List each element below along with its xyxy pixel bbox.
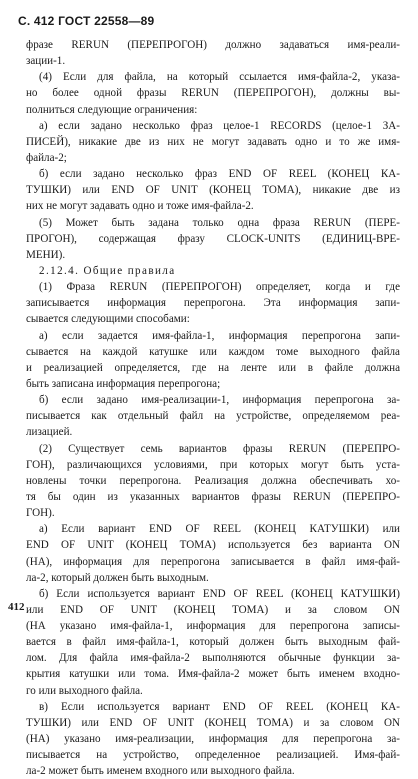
text-line: них не могут задавать одно и тоже имя-файла-2. bbox=[26, 200, 254, 213]
text-line: а) Если вариант END OF REEL (КОНЕЦ КАТУШКИ) или bbox=[39, 523, 400, 536]
text-line: зации-1. bbox=[26, 55, 66, 68]
text-line: а) если задано несколько фраз целое-1 RECORDS (целое-1 ЗА- bbox=[39, 119, 400, 132]
text-line: но более одной фразы RERUN (ПЕРЕПРОГОН), должны вы- bbox=[26, 87, 400, 100]
text-line: тя бы один из указанных вариантов фразы RERUN (ПЕРЕПРО- bbox=[26, 490, 400, 503]
text-line: END OF UNIT (КОНЕЦ ТОМА) используется без варианта ON bbox=[26, 539, 400, 552]
body-text bbox=[26, 37, 400, 779]
text-line: ГОН), различающихся условиями, при которых могут быть уста- bbox=[26, 458, 400, 471]
text-line: (2) Существует семь вариантов фразы RERUN (ПЕРЕПРО- bbox=[39, 442, 400, 455]
text-line: ла-2 может быть именем входного или выходного файла. bbox=[26, 765, 295, 778]
text-line: го или выходного файла. bbox=[26, 684, 143, 697]
text-line: фразе RERUN (ПЕРЕПРОГОН) должно задаваться имя-реали- bbox=[26, 39, 400, 51]
page-number: 412 bbox=[8, 601, 25, 613]
text-line: вается в файл имя-файла-1, который должен быть выходным фай- bbox=[26, 636, 400, 649]
text-line: сывается на каждой катушке или каждом томе выходного файла bbox=[26, 345, 400, 358]
text-line: ТУШКИ) или END OF UNIT (КОНЕЦ ТОМА), никакие две из bbox=[26, 184, 400, 197]
text-line: писывается как отдельный файл на устройстве, определяемом реа- bbox=[26, 410, 400, 423]
text-line: (НА) указано имя-реализации, информация для перепрогона за- bbox=[26, 733, 400, 746]
text-line: (5) Может быть задана только одна фраза RERUN (ПЕРЕ- bbox=[39, 216, 400, 229]
text-line: быть записана информация перепрогона; bbox=[26, 377, 221, 390]
text-line: а) если задается имя-файла-1, информация перепрогона запи- bbox=[39, 329, 400, 342]
text-line: (1) Фраза RERUN (ПЕРЕПРОГОН) определяет, когда и где bbox=[39, 281, 400, 294]
page-header: С. 412 ГОСТ 22558—89 bbox=[18, 14, 155, 28]
text-line: б) если задано несколько фраз END OF REEL (КОНЕЦ КА- bbox=[39, 168, 400, 181]
text-line: (НА указано имя-файла-1, информация для перепрогона записы- bbox=[26, 620, 400, 633]
text-line: ла-2, который должен быть выходным. bbox=[26, 571, 209, 584]
text-line: в) Если используется вариант END OF REEL (КОНЕЦ КА- bbox=[39, 700, 400, 713]
text-line: (НА), информация для перепрогона записывается в файл имя-фай- bbox=[26, 555, 400, 568]
document-page bbox=[18, 14, 400, 779]
text-line: б) если задано имя-реализации-1, информация перепрогона за- bbox=[39, 394, 400, 407]
text-line: полниться следующие ограничения: bbox=[26, 103, 198, 116]
text-line: новлены точки перепрогона. Реализация должна обеспечивать хо- bbox=[26, 474, 400, 487]
text-line: крытия катушки или тома. Имя-файла-2 может быть именем входно- bbox=[26, 668, 400, 681]
text-line: сывается следующими способами: bbox=[26, 313, 190, 326]
text-line: лом. Для файла имя-файла-2 выполняются обычные функции за- bbox=[26, 652, 400, 665]
text-line: ТУШКИ) или END OF UNIT (КОНЕЦ ТОМА) и за словом ON bbox=[26, 716, 400, 729]
text-line: ГОН). bbox=[26, 507, 55, 520]
text-line: ПИСЕЙ), никакие две из них не могут задавать одно и то же имя- bbox=[26, 135, 400, 148]
text-line: б) Если используется вариант END OF REEL (КОНЕЦ КАТУШКИ) bbox=[39, 587, 400, 600]
text-line: МЕНИ). bbox=[26, 248, 66, 261]
text-line: лизацией. bbox=[26, 426, 73, 439]
text-line: записывается информация перепрогона. Эта информация запи- bbox=[26, 297, 400, 310]
text-line: файла-2; bbox=[26, 151, 67, 164]
text-line: (4) Если для файла, на который ссылается имя-файла-2, указа- bbox=[39, 71, 400, 84]
text-line: или END OF UNIT (КОНЕЦ ТОМА) и за словом ON bbox=[26, 603, 400, 616]
text-line: и реализацией определяется, где на ленте или в файле должна bbox=[26, 361, 400, 374]
text-line: 2.12.4. Общие правила bbox=[39, 264, 176, 277]
text-line: писывается на устройство, определенное реализацией. Имя-фай- bbox=[26, 749, 400, 762]
text-line: ПРОГОН), содержащая фразу CLOCK-UNITS (ЕДИНИЦ-ВРЕ- bbox=[26, 232, 400, 245]
